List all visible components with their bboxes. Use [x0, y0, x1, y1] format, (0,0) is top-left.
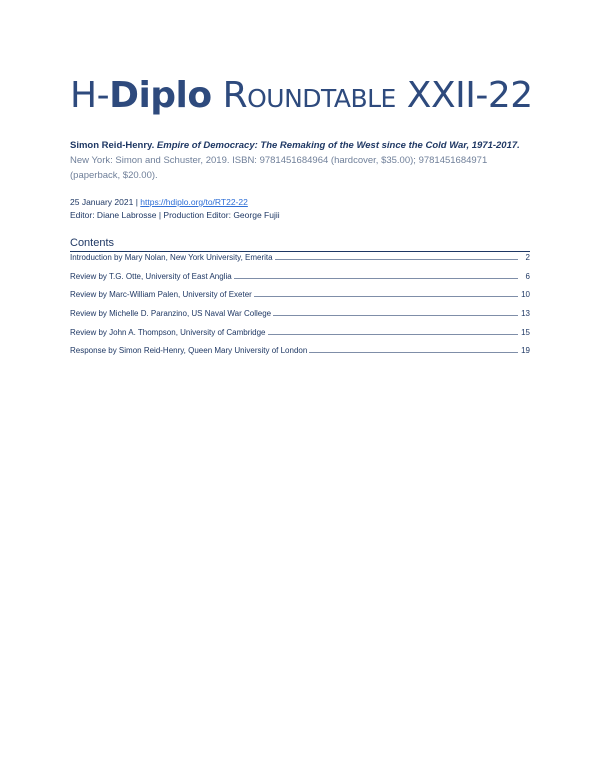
page-title [70, 76, 533, 116]
contents-heading: Contents [70, 236, 530, 252]
toc-item[interactable] [70, 290, 530, 309]
date-line [70, 196, 530, 209]
toc-leader [275, 258, 518, 260]
toc-item-label: Review by T.G. Otte, University of East Anglia [70, 271, 232, 281]
toc-item-label: Introduction by Mary Nolan, New York University, Emerita [70, 253, 273, 262]
table-of-contents [70, 253, 530, 365]
toc-item[interactable] [70, 346, 530, 365]
toc-item[interactable] [70, 272, 530, 291]
title-rest: Roundtable XXII-22 [211, 75, 533, 116]
toc-item[interactable] [70, 328, 530, 347]
publish-date: 25 January 2021 [70, 197, 134, 207]
toc-item[interactable] [70, 309, 530, 328]
toc-item-label: Response by Simon Reid-Henry, Queen Mary University of London [70, 346, 308, 356]
title-prefix: H- [70, 75, 110, 116]
toc-item-page: 19 [521, 346, 530, 356]
toc-item-label: Review by John A. Thompson, University of Cambridge [70, 327, 266, 337]
toc-item-page: 15 [521, 327, 530, 337]
toc-leader [309, 351, 518, 353]
book-title: Empire of Democracy: The Remaking of the West since the Cold War, 1971-2017. [156, 140, 520, 151]
toc-item-page: 13 [521, 309, 530, 319]
toc-leader [234, 277, 518, 279]
toc-item-label: Review by Michelle D. Paranzino, US Naval War College [70, 309, 272, 319]
toc-item-page: 10 [521, 290, 530, 300]
editors-line: Editor: Diane Labrosse | Production Editor: George Fujii [70, 210, 280, 220]
toc-leader [254, 295, 518, 297]
toc-item[interactable] [70, 253, 530, 272]
book-author: Simon Reid-Henry. [70, 140, 155, 151]
toc-item-page: 2 [525, 253, 530, 262]
roundtable-meta [70, 196, 530, 222]
roundtable-link[interactable]: https://hdiplo.org/to/RT22-22 [140, 197, 248, 207]
toc-item-page: 6 [525, 271, 530, 281]
publication-details: New York: Simon and Schuster, 2019. ISBN: 9781451684964 (hardcover, $35.00); 9781451684971 (paperback, $20.00). [70, 155, 488, 181]
meta-separator: | [133, 197, 141, 207]
toc-item-label: Review by Marc-William Palen, University of Exeter [70, 290, 252, 300]
title-bold: Diplo [109, 75, 212, 116]
book-citation [70, 138, 530, 183]
toc-leader [268, 333, 519, 335]
toc-leader [273, 314, 518, 316]
